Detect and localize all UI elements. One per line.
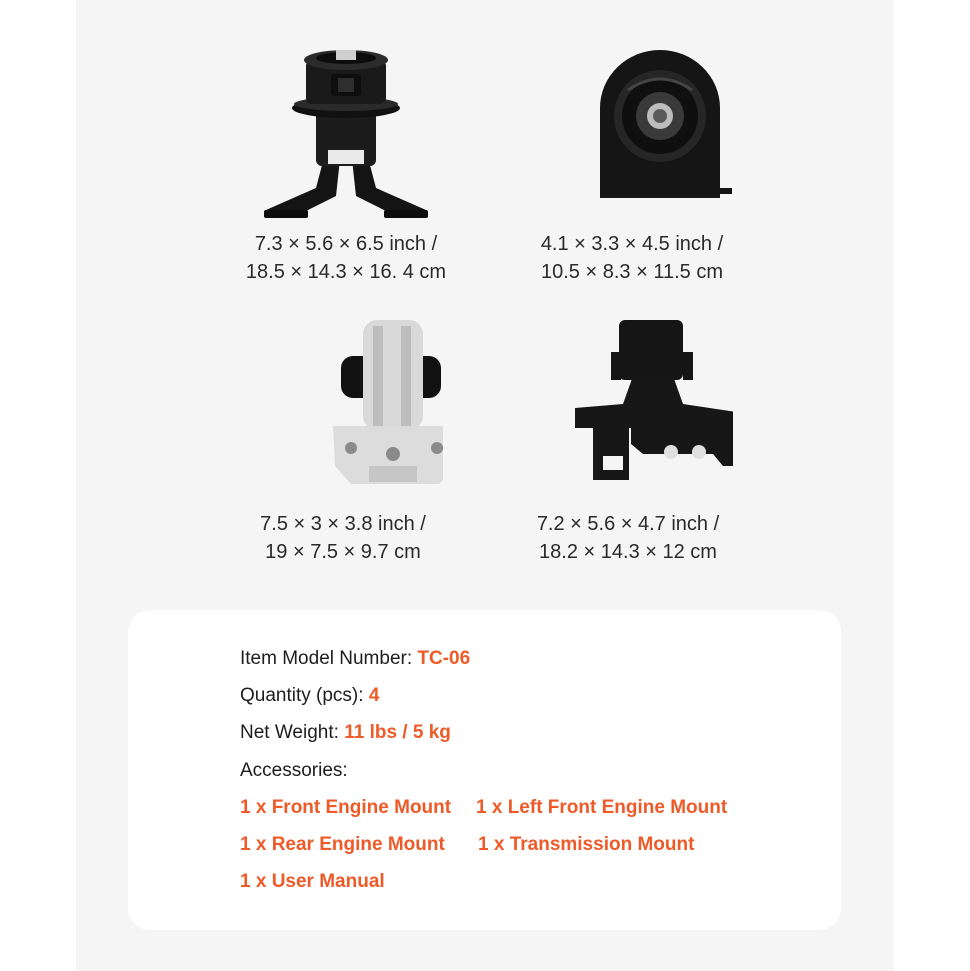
quantity-row: [240, 685, 379, 707]
transmission-mount-dims: [478, 510, 778, 566]
net-weight-row: [240, 722, 451, 744]
net-weight-label: Net Weight:: [240, 722, 345, 743]
model-number-row: [240, 648, 470, 670]
dims-inch: 7.3 × 5.6 × 6.5 inch /: [254, 233, 438, 255]
left-front-engine-mount-image: [482, 38, 782, 223]
accessory-item: 1 x Front Engine Mount: [240, 797, 452, 818]
accessory-item: 1 x User Manual: [240, 871, 385, 892]
spec-card: [128, 610, 841, 930]
dims-inch: 4.1 × 3.3 × 4.5 inch /: [540, 233, 724, 255]
rear-engine-mount-image: [193, 316, 493, 491]
accessories-label: Accessories:: [240, 760, 348, 781]
net-weight-value: 11 lbs / 5 kg: [344, 722, 451, 743]
front-engine-mount-dims: [196, 230, 496, 286]
accessory-item: 1 x Left Front Engine Mount: [476, 797, 728, 818]
dims-cm: 19 × 7.5 × 9.7 cm: [265, 541, 421, 563]
accessory-item: 1 x Transmission Mount: [478, 834, 695, 855]
model-number-label: Item Model Number:: [240, 648, 418, 669]
dims-cm: 10.5 × 8.3 × 11.5 cm: [541, 261, 723, 283]
transmission-mount-image: [478, 316, 778, 491]
quantity-label: Quantity (pcs):: [240, 685, 369, 706]
front-engine-mount-image: [196, 38, 496, 223]
accessory-item: 1 x Rear Engine Mount: [240, 834, 445, 855]
dims-inch: 7.2 × 5.6 × 4.7 inch /: [536, 513, 720, 535]
quantity-value: 4: [368, 685, 380, 706]
dims-inch: 7.5 × 3 × 3.8 inch /: [260, 513, 426, 535]
model-number-value: TC-06: [417, 648, 471, 669]
dims-cm: 18.2 × 14.3 × 12 cm: [539, 541, 717, 563]
left-front-engine-mount-dims: [482, 230, 782, 286]
rear-engine-mount-dims: [193, 510, 493, 566]
dims-cm: 18.5 × 14.3 × 16. 4 cm: [245, 261, 447, 283]
